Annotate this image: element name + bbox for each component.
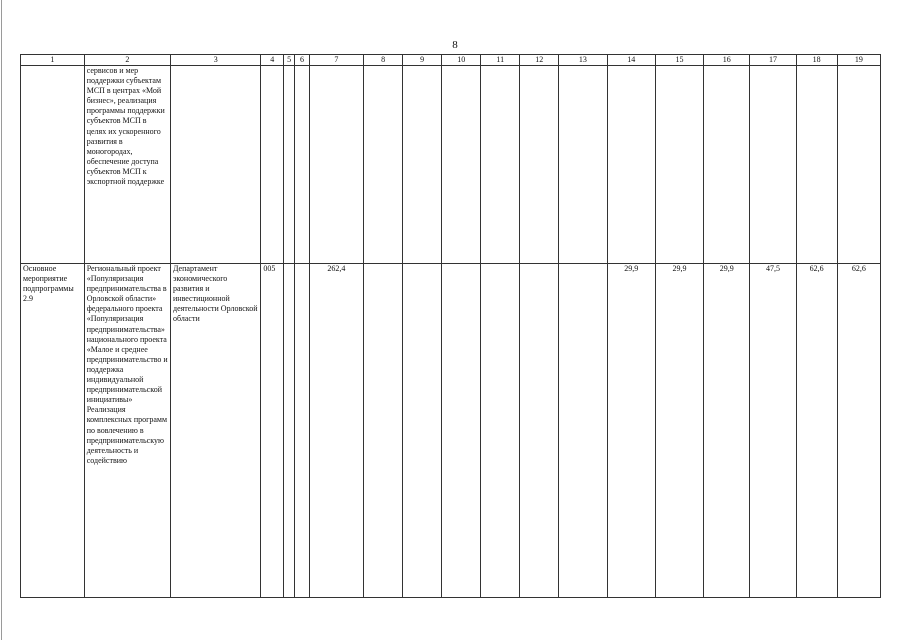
column-header: 2 [84, 55, 170, 66]
column-header: 16 [704, 55, 750, 66]
cell-col19: 62,6 [837, 264, 880, 598]
cell-col11 [481, 264, 520, 598]
page-number: 8 [452, 39, 458, 51]
column-header: 18 [796, 55, 837, 66]
cell-col16: 29,9 [704, 264, 750, 598]
cell-col17: 47,5 [750, 264, 796, 598]
column-header: 15 [655, 55, 703, 66]
cell-col6 [295, 66, 309, 264]
table-row [21, 264, 881, 598]
cell-executor: Департамент экономического развития и инвестиционной деятельности Орловской области [171, 264, 261, 598]
column-header: 8 [364, 55, 403, 66]
cell-col9 [403, 66, 442, 264]
cell-col18 [796, 66, 837, 264]
column-header: 13 [559, 55, 607, 66]
cell-col8 [364, 66, 403, 264]
column-header: 14 [607, 55, 655, 66]
cell-col10 [442, 264, 481, 598]
budget-table [20, 54, 881, 598]
cell-col11 [481, 66, 520, 264]
cell-col15: 29,9 [655, 264, 703, 598]
cell-col19 [837, 66, 880, 264]
column-header: 3 [171, 55, 261, 66]
cell-event-name: Основное мероприятие подпрограммы 2.9 [21, 264, 85, 598]
column-header: 11 [481, 55, 520, 66]
cell-col13 [559, 264, 607, 598]
cell-col18: 62,6 [796, 264, 837, 598]
cell-col5 [284, 66, 295, 264]
cell-col12 [520, 66, 559, 264]
cell-description: сервисов и мер поддержки субъектам МСП в центрах «Мой бизнес», реализация программы поддержки субъектов МСП в целях их ускоренного развития в моногородах, обеспечение доступа субъектов МСП к экспортной поддержке [84, 66, 170, 264]
column-header: 12 [520, 55, 559, 66]
column-header: 4 [261, 55, 284, 66]
page-left-border [1, 0, 2, 640]
cell-col13 [559, 66, 607, 264]
column-header: 19 [837, 55, 880, 66]
cell-description: Региональный проект «Популяризация предпринимательства в Орловской области» федерального проекта «Популяризация предпринимательства» национального проекта «Малое и среднее предпринимательство и поддержка индивидуальной предпринимательской инициативы» Реализация комплексных программ по вовлечению в предпринимательскую деятельность и содействию [84, 264, 170, 598]
cell-col14: 29,9 [607, 264, 655, 598]
cell-col10 [442, 66, 481, 264]
cell-event-name [21, 66, 85, 264]
column-header: 6 [295, 55, 309, 66]
cell-grbs-code: 005 [261, 264, 284, 598]
cell-col14 [607, 66, 655, 264]
cell-col7: 262,4 [309, 264, 363, 598]
column-header: 9 [403, 55, 442, 66]
column-header: 5 [284, 55, 295, 66]
cell-col8 [364, 264, 403, 598]
cell-col5 [284, 264, 295, 598]
cell-col9 [403, 264, 442, 598]
cell-col7 [309, 66, 363, 264]
cell-col12 [520, 264, 559, 598]
column-header: 10 [442, 55, 481, 66]
cell-col16 [704, 66, 750, 264]
cell-col17 [750, 66, 796, 264]
cell-col6 [295, 264, 309, 598]
column-number-row [21, 55, 881, 66]
cell-executor [171, 66, 261, 264]
column-header: 1 [21, 55, 85, 66]
column-header: 17 [750, 55, 796, 66]
cell-grbs-code [261, 66, 284, 264]
column-header: 7 [309, 55, 363, 66]
table-row [21, 66, 881, 264]
cell-col15 [655, 66, 703, 264]
